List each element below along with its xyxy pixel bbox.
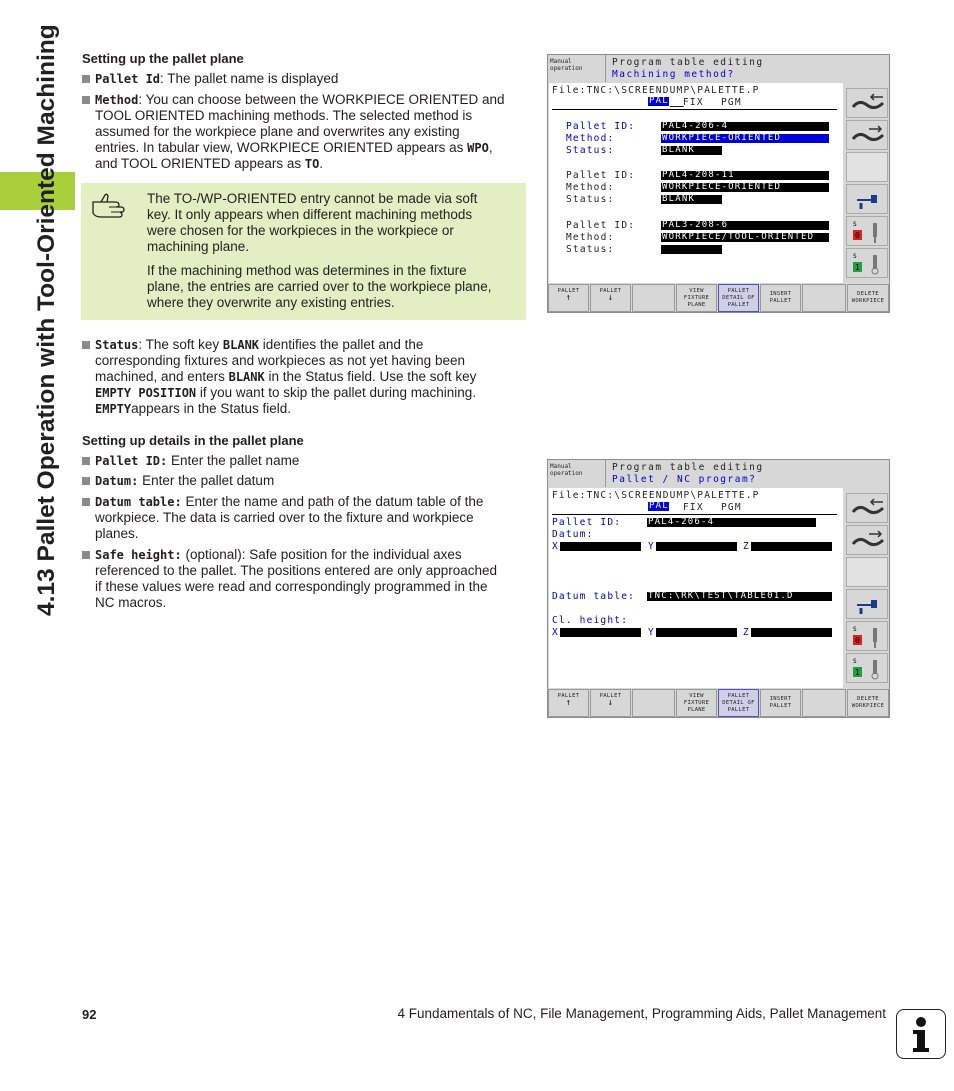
- softkey-empty-2[interactable]: [802, 689, 846, 717]
- file-path: File:TNC:\SCREENDUMP\PALETTE.P: [552, 85, 760, 96]
- override-one-icon: [847, 654, 889, 684]
- side-key-empty[interactable]: [846, 152, 888, 182]
- datum-axis-z: Z: [743, 541, 750, 552]
- softkey-pallet-down[interactable]: PALLET ↓: [590, 284, 631, 312]
- svg-text:S: S: [853, 253, 857, 260]
- side-key-override-0[interactable]: [846, 216, 888, 246]
- note-paragraph-2: If the machining method was determines in the fixture plane, the entries are carried over to the workpiece plane, where they overwrite any existing entries.: [147, 263, 492, 310]
- softkey-row: [548, 284, 889, 312]
- bullet-detail-safe-height: Safe height: (optional): Safe position for the individual axes referenced to the pallet. The positions entered are only approached if these values were read and correspondingly programmed in the NC macros.: [95, 547, 525, 611]
- svg-text:1: 1: [855, 668, 860, 677]
- softkey-view-fixture-plane[interactable]: VIEW FIXTURE PLANE: [676, 689, 717, 717]
- field-method-2[interactable]: WORKPIECE-ORIENTED: [661, 183, 829, 192]
- pointing-hand-icon: [91, 193, 131, 219]
- field-status-2[interactable]: BLANK: [661, 195, 722, 204]
- spindle-icon: [847, 185, 889, 215]
- field-status-1[interactable]: BLANK: [661, 146, 722, 155]
- softkey-pallet-down[interactable]: PALLET ↓: [590, 689, 631, 717]
- svg-text:1: 1: [855, 263, 860, 272]
- label-method-1: Method:: [566, 133, 615, 144]
- field-datum-z[interactable]: [751, 542, 832, 551]
- softkey-delete-workpiece[interactable]: DELETE WORKPIECE: [847, 284, 889, 312]
- clh-axis-y: Y: [648, 627, 655, 638]
- chapter-title: 4 Fundamentals of NC, File Management, Programming Aids, Pallet Management: [397, 1006, 886, 1021]
- softkey-insert-pallet[interactable]: INSERT PALLET: [760, 689, 801, 717]
- sidebar-title-text: 4.13 Pallet Operation with Tool-Oriented Machining: [33, 24, 60, 616]
- side-key-next[interactable]: [846, 525, 888, 555]
- field-datum-y[interactable]: [656, 542, 737, 551]
- softkey-pallet-detail[interactable]: PALLET DETAIL OF PALLET: [718, 284, 759, 312]
- label-method-3: Method:: [566, 232, 615, 243]
- side-key-coolant[interactable]: [846, 589, 888, 619]
- level-pal: PAL: [649, 97, 669, 106]
- svg-text:0: 0: [855, 231, 860, 240]
- spindle-icon: [847, 590, 889, 620]
- svg-text:S: S: [853, 658, 857, 665]
- bullet-pallet-id: Pallet Id: The pallet name is displayed: [95, 71, 338, 87]
- side-key-next[interactable]: [846, 120, 888, 150]
- clh-axis-x: X: [552, 627, 559, 638]
- softkey-empty-1[interactable]: [632, 284, 675, 312]
- field-method-1[interactable]: WORKPIECE-ORIENTED: [661, 134, 829, 143]
- level-fix: FIX: [683, 97, 704, 108]
- label-status-1: Status:: [566, 145, 615, 156]
- side-key-override-1[interactable]: [846, 248, 888, 278]
- svg-text:S: S: [853, 626, 857, 633]
- svg-text:S: S: [853, 221, 857, 228]
- tool-right-icon: [847, 121, 889, 151]
- side-key-previous[interactable]: [846, 493, 888, 523]
- screenshot-machining-method: [547, 54, 890, 313]
- field-pallet-id-1[interactable]: PAL4-206-4: [661, 122, 829, 131]
- heading-pallet-plane: Setting up the pallet plane: [82, 51, 244, 66]
- bullet-detail-datum: Datum: Enter the pallet datum: [95, 473, 274, 489]
- screen-main-area: [549, 488, 843, 688]
- field-clh-y[interactable]: [656, 628, 737, 637]
- field-datum-table[interactable]: TNC:\RK\TEST\TABLE01.D: [647, 592, 832, 601]
- field-status-3[interactable]: [661, 245, 722, 254]
- bullet-status: Status: The soft key BLANK identifies the pallet and the corresponding fixtures and workpieces as not yet having been machined, and enters BLANK in the Status field. Use the soft key EMPTY POSITION if you want to skip the pallet during machining. EMPTYappears in the Status field.: [95, 337, 525, 417]
- softkey-insert-pallet[interactable]: INSERT PALLET: [760, 284, 801, 312]
- field-method-3[interactable]: WORKPIECE/TOOL-ORIENTED: [661, 233, 829, 242]
- datum-axis-y: Y: [648, 541, 655, 552]
- label-datum-table: Datum table:: [552, 591, 636, 602]
- level-fix: FIX: [683, 502, 704, 513]
- label-datum: Datum:: [552, 529, 594, 540]
- heading-pallet-details: Setting up details in the pallet plane: [82, 433, 304, 448]
- label-status-3: Status:: [566, 244, 615, 255]
- field-pallet-id[interactable]: PAL4-206-4: [647, 518, 816, 527]
- label-pallet-id-2: Pallet ID:: [566, 170, 636, 181]
- side-key-previous[interactable]: [846, 88, 888, 118]
- label-pallet-id-1: Pallet ID:: [566, 121, 636, 132]
- level-pgm: PGM: [721, 502, 742, 513]
- softkey-pallet-detail[interactable]: PALLET DETAIL OF PALLET: [718, 689, 759, 717]
- bullet-method: Method: You can choose between the WORKPIECE ORIENTED and TOOL ORIENTED machining methods. The selected method is assumed for the workpiece plane and overwrites any existing entries. In tabular view, WORKPIECE ORIENTED appears as WPO, and TOOL ORIENTED appears as TO.: [95, 92, 525, 172]
- clh-axis-z: Z: [743, 627, 750, 638]
- screenshot-pallet-details: [547, 459, 890, 718]
- screen-title: Program table editing: [612, 57, 764, 68]
- label-status-2: Status:: [566, 194, 615, 205]
- label-pallet-id-3: Pallet ID:: [566, 220, 636, 231]
- field-pallet-id-2[interactable]: PAL4-208-11: [661, 171, 829, 180]
- override-one-icon: [847, 249, 889, 279]
- level-pgm: PGM: [721, 97, 742, 108]
- tool-left-icon: [847, 494, 889, 524]
- file-path: File:TNC:\SCREENDUMP\PALETTE.P: [552, 490, 760, 501]
- screen-main-area: [549, 83, 843, 283]
- field-clh-x[interactable]: [560, 628, 641, 637]
- side-key-override-1[interactable]: [846, 653, 888, 683]
- note-box: [81, 183, 526, 320]
- softkey-empty-1[interactable]: [632, 689, 675, 717]
- side-key-coolant[interactable]: [846, 184, 888, 214]
- bullet-detail-datum-table: Datum table: Enter the name and path of the datum table of the workpiece. The data is carried over to the fixture and workpiece planes.: [95, 494, 525, 542]
- info-icon: [896, 1009, 946, 1059]
- level-pal: PAL: [649, 502, 669, 511]
- softkey-row: [548, 689, 889, 717]
- svg-text:0: 0: [855, 636, 860, 645]
- field-datum-x[interactable]: [560, 542, 641, 551]
- softkey-view-fixture-plane[interactable]: VIEW FIXTURE PLANE: [676, 284, 717, 312]
- override-zero-icon: [847, 217, 889, 247]
- note-paragraph-1: The TO-/WP-ORIENTED entry cannot be made via soft key. It only appears when different machining methods were chosen for the workpieces in the workpiece or machining plane.: [147, 191, 478, 254]
- softkey-delete-workpiece[interactable]: DELETE WORKPIECE: [847, 689, 889, 717]
- datum-axis-x: X: [552, 541, 559, 552]
- field-clh-z[interactable]: [751, 628, 832, 637]
- tool-left-icon: [847, 89, 889, 119]
- screen-title-area: [608, 55, 889, 82]
- tool-right-icon: [847, 526, 889, 556]
- softkey-pallet-up[interactable]: PALLET ↑: [548, 284, 589, 312]
- sidebar-section-title: [14, 24, 64, 624]
- bullet-detail-pallet-id: Pallet ID: Enter the pallet name: [95, 453, 299, 469]
- field-pallet-id-3[interactable]: PAL3-208-6: [661, 221, 829, 230]
- label-cl-height: Cl. height:: [552, 615, 629, 626]
- softkey-empty-2[interactable]: [802, 284, 846, 312]
- screen-title-area: [608, 460, 889, 487]
- softkey-pallet-up[interactable]: PALLET ↑: [548, 689, 589, 717]
- screen-prompt: Machining method?: [612, 69, 735, 80]
- label-pallet-id: Pallet ID:: [552, 517, 622, 528]
- screen-title: Program table editing: [612, 462, 764, 473]
- mode-label: Manual operation: [548, 460, 606, 487]
- mode-label: Manual operation: [548, 55, 606, 82]
- screen-prompt: Pallet / NC program?: [612, 474, 757, 485]
- side-key-override-0[interactable]: [846, 621, 888, 651]
- override-zero-icon: [847, 622, 889, 652]
- page-number: 92: [82, 1007, 97, 1022]
- side-key-empty[interactable]: [846, 557, 888, 587]
- label-method-2: Method:: [566, 182, 615, 193]
